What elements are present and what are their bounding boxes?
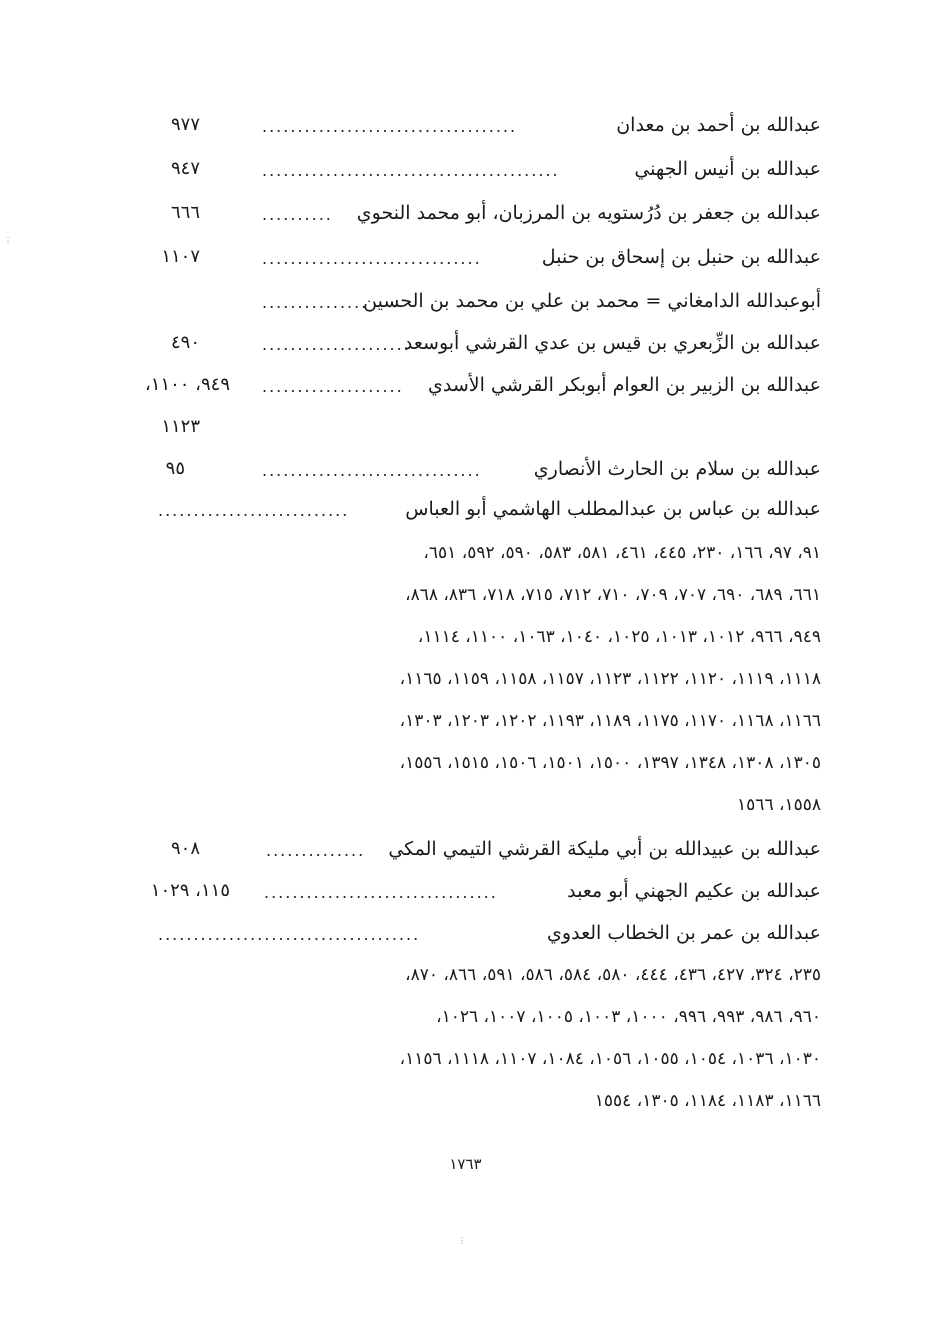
- entry-name: عبدالله بن أنيس الجهني: [634, 158, 821, 180]
- page-refs-line: ٦٦١، ٦٨٩، ٦٩٠، ٧٠٧، ٧٠٩، ٧١٠، ٧١٢، ٧١٥، ٧١٨، ٨٣٦، ٨٦٨،: [405, 585, 821, 605]
- entry-name: عبدالله بن أحمد بن معدان: [616, 114, 821, 136]
- entry-name: عبدالله بن عمر بن الخطاب العدوي: [547, 922, 821, 944]
- page-refs: ٩٥: [165, 458, 185, 479]
- leader-dots: ...............................: [262, 461, 482, 480]
- page-refs: ١١٢٣: [161, 416, 200, 437]
- leader-dots: ....................................: [262, 117, 518, 136]
- page-refs-line: ١١٦٦، ١١٨٣، ١١٨٤، ١٣٠٥، ١٥٥٤: [594, 1091, 821, 1111]
- leader-dots: .................................: [264, 883, 498, 902]
- entry-name: عبدالله بن الزبير بن العوام أبوبكر القرشي الأسدي: [428, 374, 821, 396]
- leader-dots: ...............: [262, 293, 369, 312]
- leader-dots: .....................................: [158, 925, 421, 944]
- page-refs-line: ١٠٣٠، ١٠٣٦، ١٠٥٤، ١٠٥٥، ١٠٥٦، ١٠٨٤، ١١٠٧، ١١١٨، ١١٥٦،: [399, 1049, 821, 1069]
- entry-name: عبدالله بن جعفر بن دُرُستويه بن المرزبان، أبو محمد النحوي: [356, 202, 821, 224]
- entry-name: عبدالله بن عباس بن عبدالمطلب الهاشمي أبو العباس: [405, 498, 821, 520]
- leader-dots: ...........................: [158, 501, 350, 520]
- leader-dots: ..........: [262, 205, 333, 224]
- page-number: ١٧٦٣: [449, 1155, 482, 1173]
- page-refs: ٩٤٧: [170, 158, 200, 179]
- scan-mark: ⋮: [458, 1236, 466, 1245]
- scan-mark: ⋮: [4, 236, 12, 245]
- page-refs: ٩٤٩، ١١٠٠،: [144, 374, 230, 395]
- page-refs: ٤٩٠: [170, 332, 200, 353]
- leader-dots: ..........................................: [262, 161, 560, 180]
- leader-dots: ....................: [262, 377, 404, 396]
- leader-dots: .....................: [262, 335, 411, 354]
- entry-name: عبدالله بن حنبل بن إسحاق بن حنبل: [541, 246, 821, 268]
- page-refs-line: ١١١٨، ١١١٩، ١١٢٠، ١١٢٢، ١١٢٣، ١١٥٧، ١١٥٨، ١١٥٩، ١١٦٥،: [399, 669, 821, 689]
- page-refs-line: ١٥٥٨، ١٥٦٦: [737, 795, 821, 815]
- page-refs: ١١٥، ١٠٢٩: [150, 880, 230, 901]
- page-refs-line: ١٣٠٥، ١٣٠٨، ١٣٤٨، ١٣٩٧، ١٥٠٠، ١٥٠١، ١٥٠٦، ١٥١٥، ١٥٥٦،: [399, 753, 821, 773]
- page-refs-line: ٩٤٩، ٩٦٦، ١٠١٢، ١٠١٣، ١٠٢٥، ١٠٤٠، ١٠٦٣، ١١٠٠، ١١١٤،: [417, 627, 821, 647]
- page-refs-line: ٢٣٥، ٣٢٤، ٤٢٧، ٤٣٦، ٤٤٤، ٥٨٠، ٥٨٤، ٥٨٦، ٥٩١، ٨٦٦، ٨٧٠،: [405, 965, 821, 985]
- page-refs-line: ٩٦٠، ٩٨٦، ٩٩٣، ٩٩٦، ١٠٠٠، ١٠٠٣، ١٠٠٥، ١٠٠٧، ١٠٢٦،: [436, 1007, 821, 1027]
- entry-name: عبدالله بن سلام بن الحارث الأنصاري: [533, 458, 821, 480]
- leader-dots: ..............: [266, 841, 366, 860]
- page-refs: ١١٠٧: [161, 246, 200, 267]
- page-refs: ٩٧٧: [170, 114, 200, 135]
- entry-name: عبدالله بن الزِّبعري بن قيس بن عدي القرشي أبوسعد: [403, 332, 821, 354]
- page-refs-line: ٩١، ٩٧، ١٦٦، ٢٣٠، ٤٤٥، ٤٦١، ٥٨١، ٥٨٣، ٥٩٠، ٥٩٢، ٦٥١،: [423, 543, 821, 563]
- entry-name: أبوعبدالله الدامغاني = محمد بن علي بن محمد بن الحسين: [363, 290, 821, 312]
- page-refs: ٦٦٦: [170, 202, 200, 223]
- leader-dots: ...............................: [262, 249, 482, 268]
- page-refs: ٩٠٨: [170, 838, 200, 859]
- page-refs-line: ١١٦٦، ١١٦٨، ١١٧٠، ١١٧٥، ١١٨٩، ١١٩٣، ١٢٠٢، ١٢٠٣، ١٣٠٣،: [399, 711, 821, 731]
- entry-name: عبدالله بن عبيدالله بن أبي مليكة القرشي التيمي المكي: [388, 838, 821, 860]
- entry-name: عبدالله بن عكيم الجهني أبو معبد: [567, 880, 821, 902]
